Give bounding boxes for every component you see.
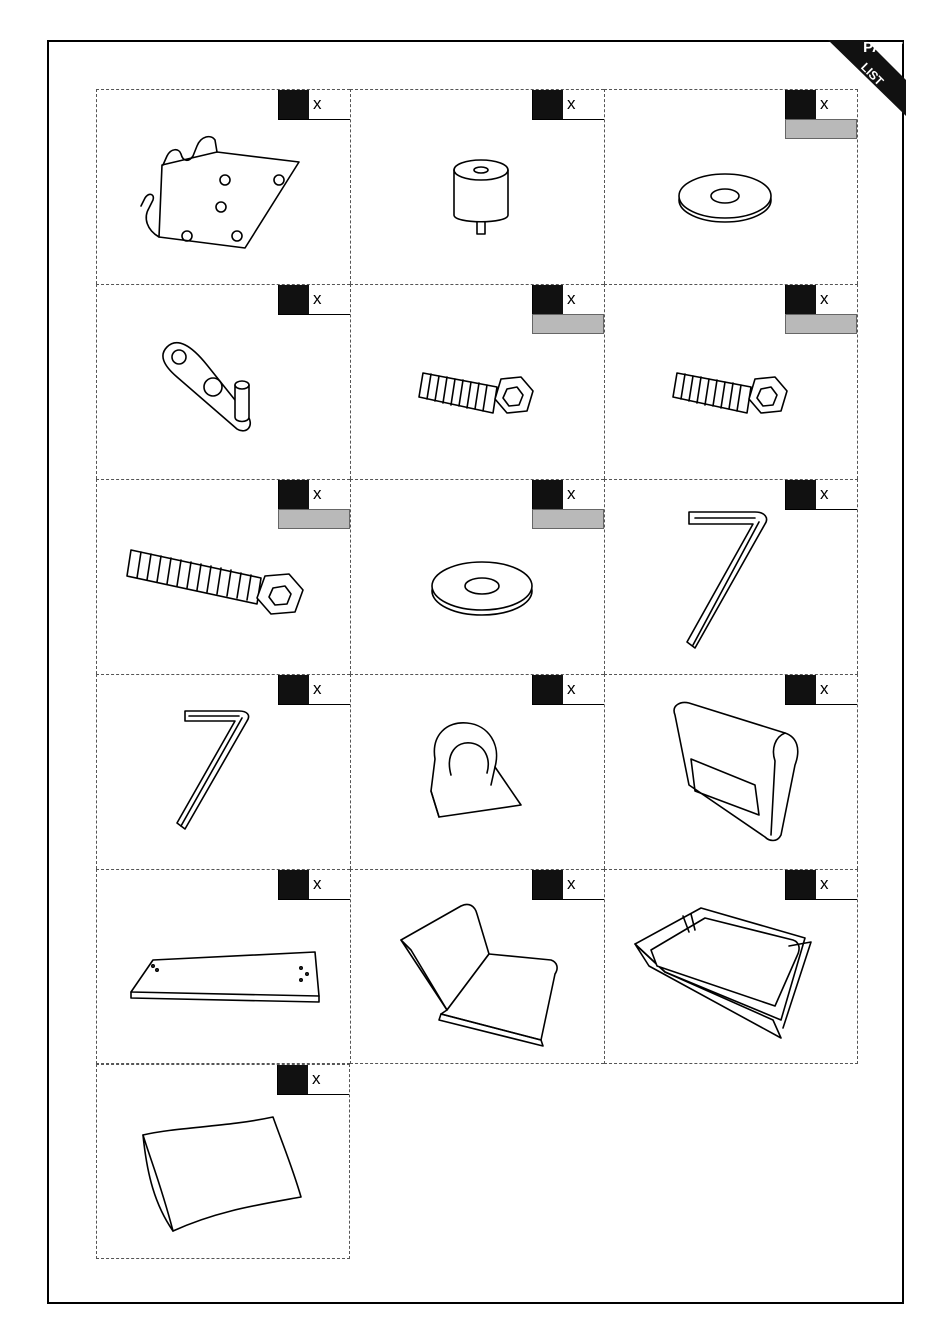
- quantity-badge: [532, 90, 604, 120]
- quantity-x-label: x: [567, 289, 576, 308]
- quantity-badge: [785, 90, 857, 120]
- quantity-x-label: x: [567, 874, 576, 893]
- quantity-badge: [278, 285, 350, 315]
- quantity-badge: [785, 285, 857, 315]
- quantity-badge: [785, 480, 857, 510]
- quantity-x-label: x: [312, 1069, 321, 1088]
- quantity-badge: [785, 870, 857, 900]
- quantity-value-box: [786, 675, 816, 704]
- quantity-value-box: [786, 90, 816, 119]
- quantity-x-label: x: [567, 94, 576, 113]
- quantity-value-box: [279, 870, 309, 899]
- quantity-badge: [277, 1065, 349, 1095]
- size-spec-box: [532, 509, 604, 529]
- part-cell-1: [96, 89, 350, 284]
- size-spec-box: [532, 314, 604, 334]
- size-spec-box: [785, 314, 857, 334]
- quantity-value-box: [279, 675, 309, 704]
- quantity-value-box: [533, 480, 563, 509]
- quantity-badge: [532, 870, 604, 900]
- quantity-value-box: [278, 1065, 308, 1094]
- part-cell-6: [604, 284, 858, 479]
- part-cell-7: [96, 479, 350, 674]
- quantity-badge: [278, 480, 350, 510]
- quantity-badge: [532, 285, 604, 315]
- quantity-value-box: [533, 285, 563, 314]
- size-spec-box: [785, 119, 857, 139]
- corner-subtitle: LIST: [858, 60, 887, 89]
- quantity-value-box: [786, 480, 816, 509]
- part-cell-11: [350, 674, 604, 869]
- quantity-x-label: x: [313, 289, 322, 308]
- part-cell-3: [604, 89, 858, 284]
- quantity-value-box: [786, 870, 816, 899]
- quantity-x-label: x: [313, 679, 322, 698]
- quantity-x-label: x: [313, 874, 322, 893]
- quantity-badge: [532, 480, 604, 510]
- quantity-badge: [532, 675, 604, 705]
- quantity-x-label: x: [820, 289, 829, 308]
- part-cell-13: [96, 869, 350, 1064]
- part-cell-12: [604, 674, 858, 869]
- quantity-badge: [278, 870, 350, 900]
- quantity-value-box: [533, 90, 563, 119]
- quantity-x-label: x: [820, 874, 829, 893]
- size-spec-box: [278, 509, 350, 529]
- quantity-x-label: x: [567, 679, 576, 698]
- quantity-value-box: [279, 285, 309, 314]
- part-cell-16: [96, 1064, 350, 1259]
- quantity-badge: [278, 675, 350, 705]
- part-cell-2: [350, 89, 604, 284]
- quantity-value-box: [786, 285, 816, 314]
- corner-title: PART: [863, 39, 903, 56]
- quantity-x-label: x: [313, 94, 322, 113]
- part-cell-14: [350, 869, 604, 1064]
- part-cell-9: [604, 479, 858, 674]
- quantity-badge: [278, 90, 350, 120]
- part-cell-8: [350, 479, 604, 674]
- quantity-value-box: [279, 90, 309, 119]
- part-cell-4: [96, 284, 350, 479]
- quantity-x-label: x: [820, 484, 829, 503]
- quantity-value-box: [533, 870, 563, 899]
- quantity-x-label: x: [313, 484, 322, 503]
- quantity-x-label: x: [820, 94, 829, 113]
- part-cell-15: [604, 869, 858, 1064]
- quantity-x-label: x: [820, 679, 829, 698]
- part-cell-5: [350, 284, 604, 479]
- quantity-badge: [785, 675, 857, 705]
- part-cell-10: [96, 674, 350, 869]
- quantity-x-label: x: [567, 484, 576, 503]
- quantity-value-box: [533, 675, 563, 704]
- quantity-value-box: [279, 480, 309, 509]
